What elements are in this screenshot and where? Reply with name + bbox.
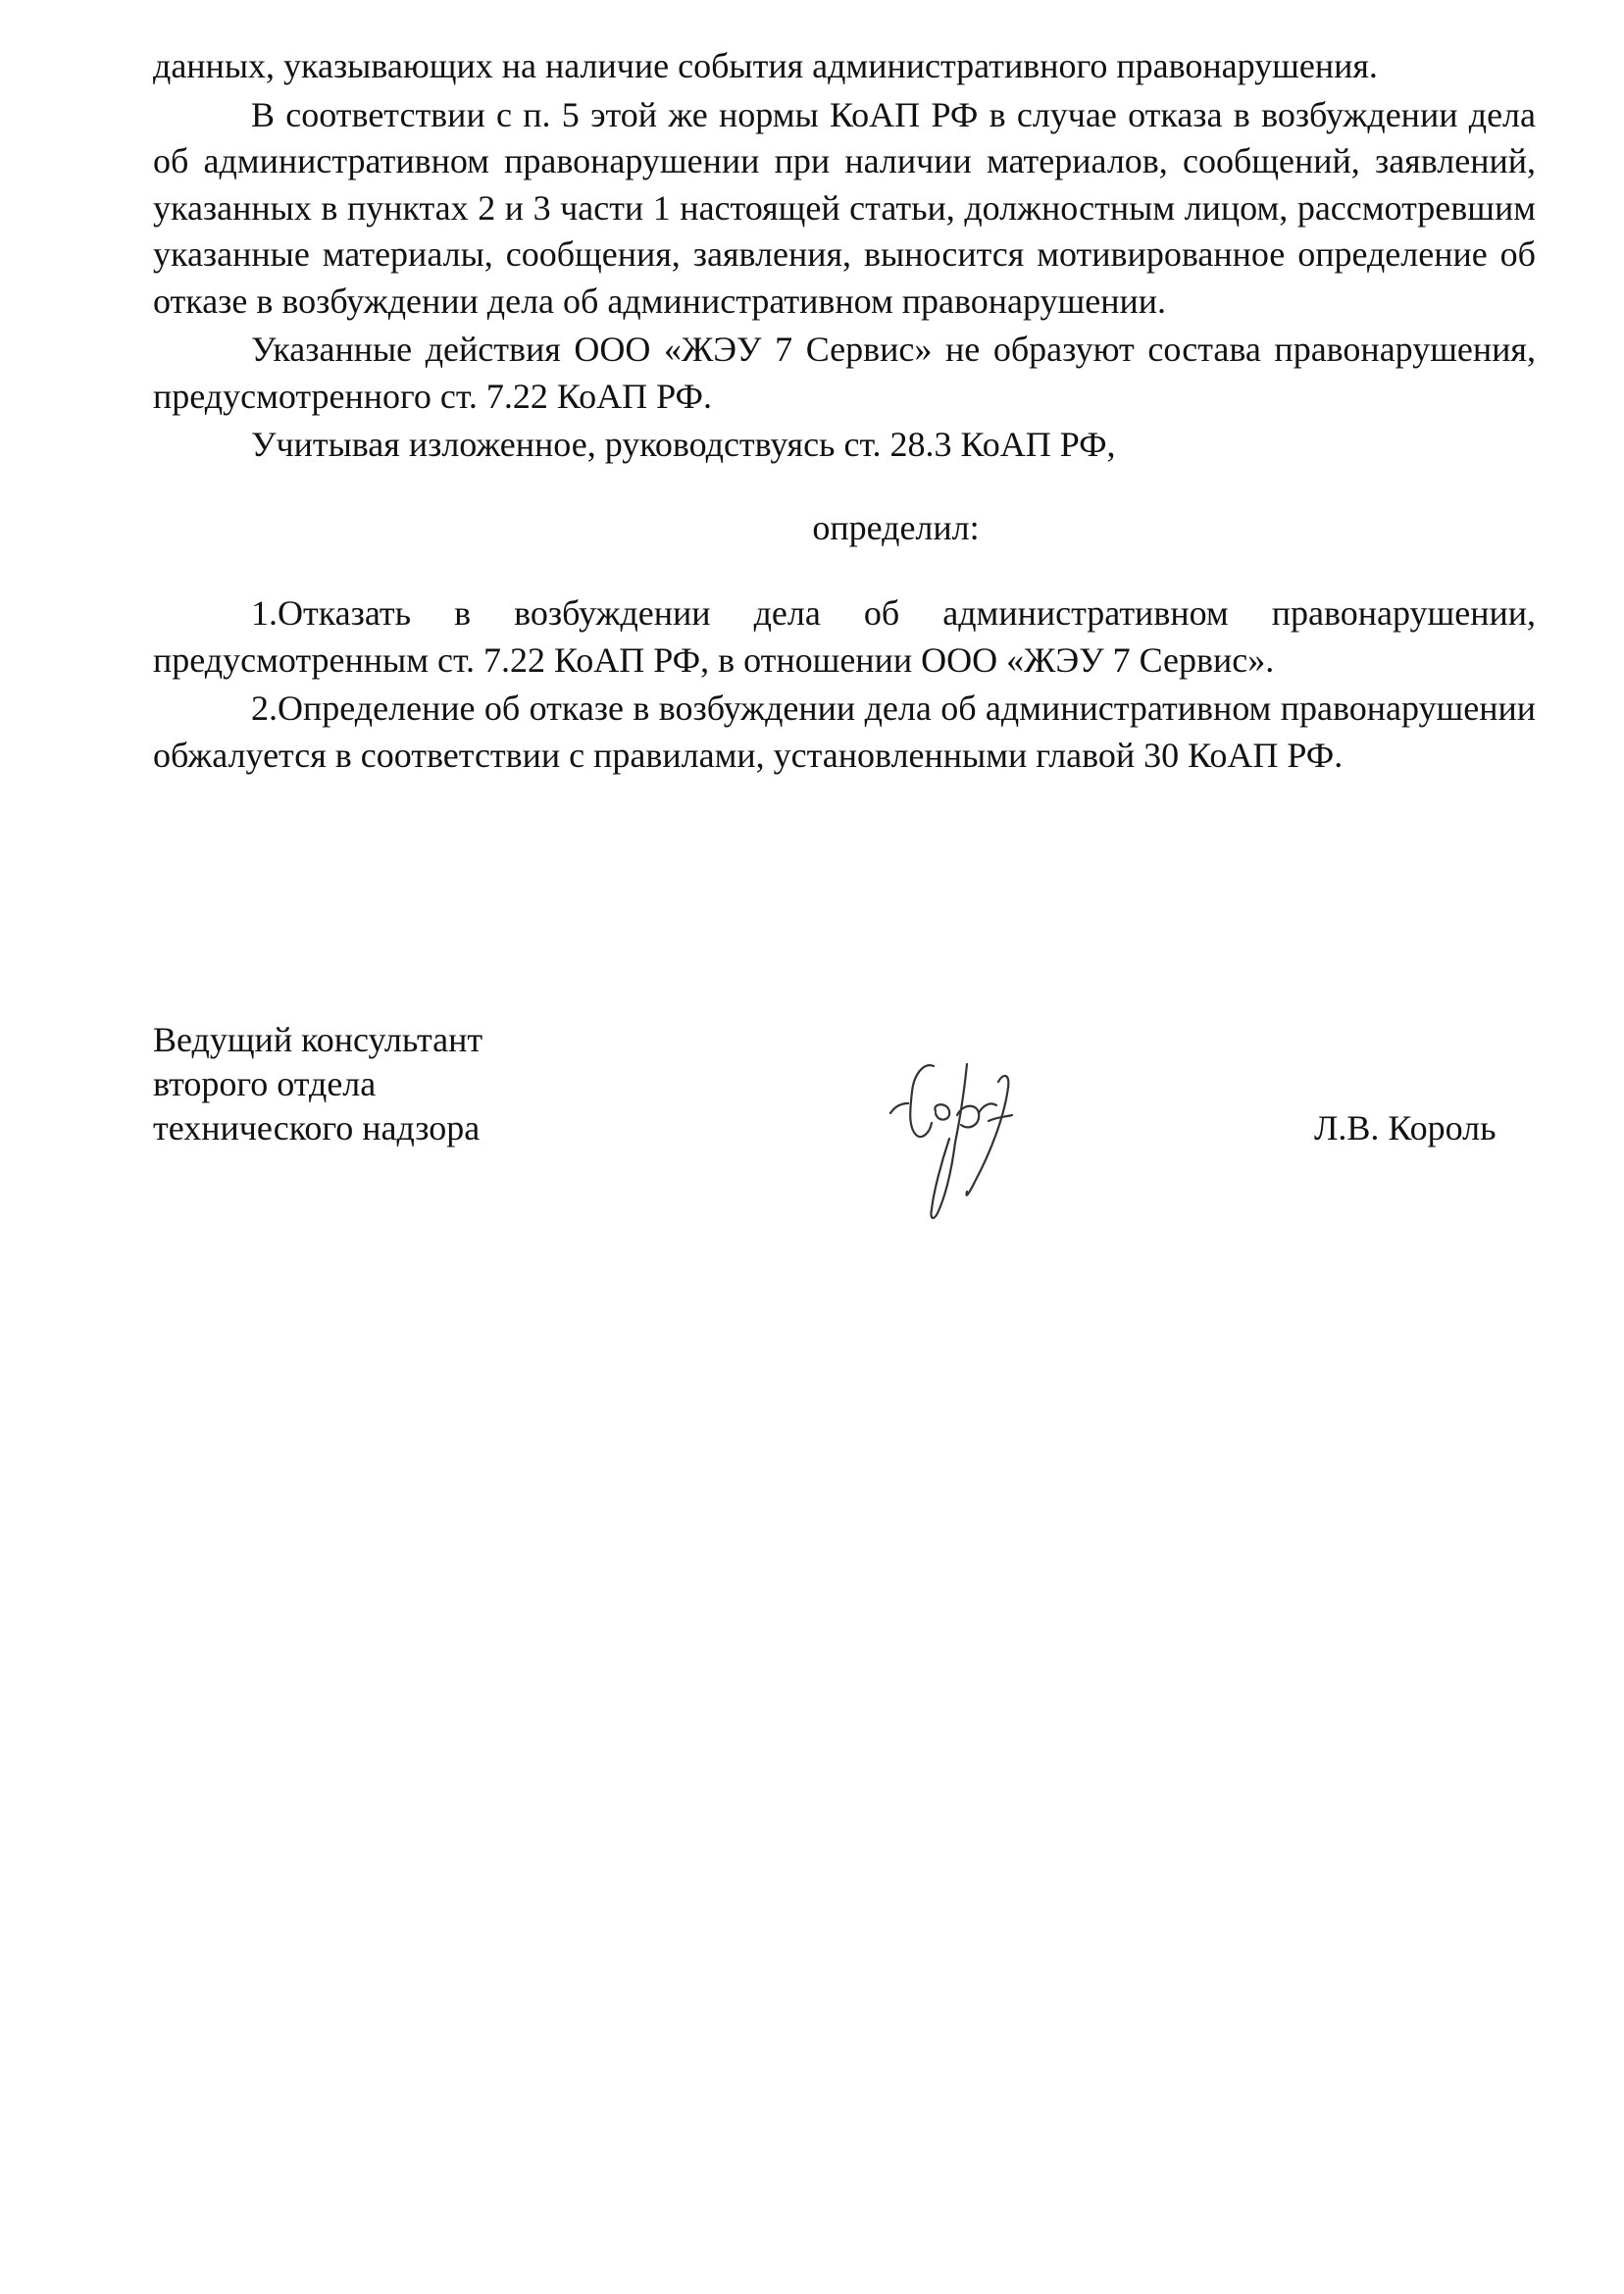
paragraph-finding: Указанные действия ООО «ЖЭУ 7 Сервис» не образуют состава правонарушения, предусмотренного ст. 7.22 КоАП РФ. — [153, 330, 1536, 416]
position-line-1: Ведущий консультант — [153, 1020, 483, 1059]
document-body — [153, 43, 1536, 781]
signer-name: Л.В. Король — [1314, 1108, 1497, 1147]
signatory-position — [153, 1018, 482, 1150]
position-line-2: второго отдела — [153, 1064, 377, 1103]
decision-item-1: 1.Отказать в возбуждении дела об административном правонарушении, предусмотренным ст. 7.22 КоАП РФ, в отношении ООО «ЖЭУ 7 Сервис». — [153, 593, 1536, 680]
paragraph-grounds: Учитывая изложенное, руководствуясь ст. 28.3 КоАП РФ, — [251, 425, 1116, 464]
paragraph-legal-basis: В соответствии с п. 5 этой же нормы КоАП РФ в случае отказа в возбуждении дела об административном правонарушении при наличии материалов, сообщений, заявлений, указанных в пунктах 2 и 3 части 1 настоящей статьи, должностным лицом, рассмотревшим указанные материалы, сообщения, заявления, выносится мотивированное определение об отказе в возбуждении дела об административном правонарушении. — [153, 94, 1536, 321]
decision-heading: определил: — [812, 507, 980, 547]
decision-item-2: 2.Определение об отказе в возбуждении дела об административном правонарушении обжалуется в соответствии с правилами, установленными главой 30 КоАП РФ. — [153, 688, 1536, 775]
position-line-3: технического надзора — [153, 1108, 481, 1147]
paragraph-continuation: данных, указывающих на наличие события административного правонарушения. — [153, 46, 1378, 85]
handwritten-signature — [873, 1045, 1049, 1241]
